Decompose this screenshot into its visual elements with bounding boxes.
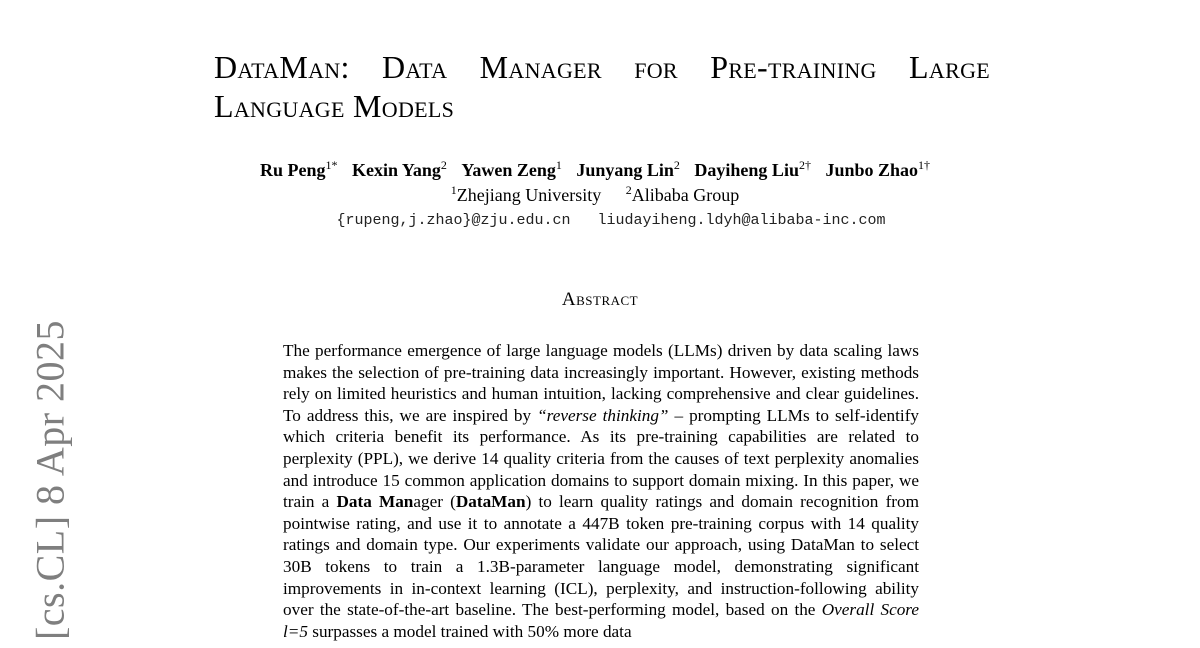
abstract-text-bold: DataMan <box>455 492 526 512</box>
author-name: Junbo Zhao <box>825 160 919 180</box>
author-affiliation-mark: 2 <box>673 158 680 172</box>
affiliation <box>626 185 739 205</box>
abstract-text: ager ( <box>413 492 456 512</box>
arxiv-identifier: [cs.CL] 8 Apr 2025 <box>27 319 73 641</box>
author <box>576 160 680 180</box>
author-affiliation-mark: 2 <box>440 158 447 172</box>
abstract-body <box>283 340 919 642</box>
affiliation-number: 2 <box>625 183 632 197</box>
author-name: Ru Peng <box>259 160 326 180</box>
affiliation-name: Zhejiang University <box>456 185 602 205</box>
affiliation-number: 1 <box>450 183 457 197</box>
abstract-text-italic: “reverse thinking” <box>537 405 669 425</box>
author-name: Kexin Yang <box>351 160 441 180</box>
paper-title: DataMan: Data Manager for Pre-training Large Language Models <box>214 49 990 124</box>
author-affiliation-mark: 1† <box>918 158 931 172</box>
author-affiliation-mark: 1* <box>325 158 338 172</box>
author-name: Dayiheng Liu <box>694 160 799 180</box>
abstract-text-italic: Overall Score l=5 <box>283 600 919 641</box>
affiliation <box>451 185 601 205</box>
author-affiliation-mark: 2† <box>798 158 811 172</box>
abstract-heading: Abstract <box>561 289 639 310</box>
affiliation-list <box>0 185 1190 206</box>
author <box>461 160 562 180</box>
author <box>825 160 930 180</box>
author <box>352 160 447 180</box>
author-affiliation-mark: 1 <box>555 158 562 172</box>
abstract-text: surpasses a model trained with 50% more data <box>307 621 632 641</box>
author-emails: {rupeng,j.zhao}@zju.edu.cn liudayiheng.ldyh@alibaba-inc.com <box>336 212 886 229</box>
abstract-text-bold: Data Man <box>336 492 414 512</box>
affiliation-name: Alibaba Group <box>631 185 740 205</box>
abstract-text: – prompting LLMs to self-identify which criteria benefit its performance. As its pre-training capabilities are related to perplexity (PPL), we derive 14 quality criteria from the causes of text perplexity anomalies and introduce 15 common application domains to support domain mixing. In this paper, we train a <box>283 405 920 512</box>
abstract-text: The performance emergence of large language models (LLMs) driven by data scaling laws makes the selection of pre-training data increasingly important. However, existing methods rely on limited heuristics and human intuition, lacking comprehensive and clear guidelines. To address this, we are inspired by <box>283 341 919 425</box>
author-list <box>0 160 1190 181</box>
abstract-text: ) to learn quality ratings and domain recognition from pointwise rating, and use it to annotate a 447B token pre-training corpus with 14 quality ratings and domain type. Our experiments validate our approach, using DataMan to select 30B tokens to train a 1.3B-parameter language model, demonstrating significant improvements in in-context learning (ICL), perplexity, and instruction-following ability over the state-of-the-art baseline. The best-performing model, based on the <box>283 492 919 620</box>
author-name: Junyang Lin <box>576 160 674 180</box>
author <box>260 160 338 180</box>
author <box>694 160 811 180</box>
author-name: Yawen Zeng <box>461 160 556 180</box>
